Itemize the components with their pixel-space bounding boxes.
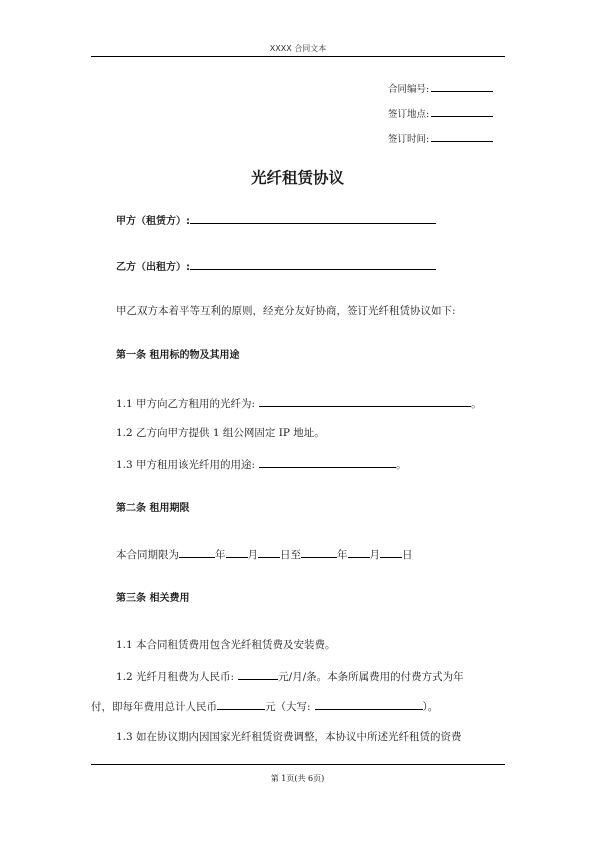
- annual-fee-text: 付，即每年费用总计人民币: [91, 701, 217, 713]
- sign-place-label: 签订地点:: [388, 109, 430, 120]
- party-b-label: 乙方（出租方）:: [116, 262, 190, 273]
- contract-number-field: [388, 82, 493, 96]
- article-1-item-1-3: [116, 456, 407, 472]
- start-day-blank: [258, 546, 280, 558]
- annual-fee-blank: [217, 698, 265, 710]
- usage-blank: [259, 456, 396, 468]
- month-label: 月: [247, 549, 258, 561]
- annual-fee-words-blank: [315, 698, 423, 710]
- annual-fee-end: ）。: [422, 701, 439, 713]
- article-3-heading: 第三条 相关费用: [116, 593, 190, 604]
- year-label: 年: [215, 549, 226, 561]
- lease-period-line: [116, 546, 413, 562]
- header-rule: [91, 56, 505, 57]
- monthly-fee-terms: 元/月/条。本条所属费用的付费方式为年: [278, 671, 464, 683]
- end-year-blank: [301, 546, 337, 558]
- article-2-heading: 第二条 租用期限: [116, 503, 190, 514]
- start-month-blank: [226, 546, 248, 558]
- sign-time-blank: [431, 132, 493, 142]
- article-1-item-1-1-text: 1.1 甲方向乙方租用的光纤为:: [116, 398, 256, 410]
- article-1-heading: 第一条 租用标的物及其用途: [116, 350, 240, 361]
- contract-number-blank: [431, 82, 493, 92]
- article-1-item-1-1-end: 。: [471, 398, 482, 410]
- article-1-item-1-3-text: 1.3 甲方租用该光纤用的用途:: [116, 459, 256, 471]
- sign-place-blank: [431, 107, 493, 117]
- month-label: 月: [369, 549, 380, 561]
- sign-time-label: 签订时间:: [388, 134, 430, 145]
- end-month-blank: [348, 546, 370, 558]
- start-year-blank: [179, 546, 215, 558]
- article-3-item-1-3: 1.3 如在协议期内因国家光纤租赁资费调整，本协议中所述光纤租赁的资费: [116, 731, 462, 743]
- party-a-blank: [190, 212, 436, 224]
- page-number: 第 1页(共 6页): [270, 774, 325, 783]
- article-1-item-1-3-end: 。: [396, 459, 407, 471]
- intro-paragraph: 甲乙双方本着平等互利的原则，经充分友好协商，签订光纤租赁协议如下:: [116, 305, 456, 317]
- monthly-fee-text: 1.2 光纤月租费为人民币:: [116, 671, 235, 683]
- day-to-label: 日至: [280, 549, 301, 561]
- page-title: 光纤租赁协议: [250, 169, 344, 187]
- party-b-blank: [190, 258, 436, 270]
- end-day-blank: [380, 546, 402, 558]
- party-a-line: [116, 212, 436, 229]
- article-1-item-1-2: 1.2 乙方向甲方提供 1 组公网固定 IP 地址。: [116, 427, 325, 439]
- monthly-fee-blank: [238, 668, 278, 680]
- fiber-spec-blank: [259, 395, 471, 407]
- article-3-item-1-2: [116, 668, 464, 684]
- article-3-item-1-2-cont: [91, 698, 438, 714]
- sign-time-field: [388, 132, 493, 146]
- article-3-item-1-1: 1.1 本合同租赁费用包含光纤租赁费及安装费。: [116, 639, 336, 651]
- sign-place-field: [388, 107, 493, 121]
- lease-period-text: 本合同期限为: [116, 549, 179, 561]
- annual-fee-words-label: 元（大写:: [265, 701, 311, 713]
- footer-rule: [91, 764, 505, 765]
- contract-number-label: 合同编号:: [388, 84, 430, 95]
- day-label: 日: [402, 549, 413, 561]
- article-1-item-1-1: [116, 395, 482, 411]
- party-b-line: [116, 258, 436, 275]
- running-header: XXXX 合同文本: [269, 44, 327, 53]
- year-label: 年: [337, 549, 348, 561]
- party-a-label: 甲方（租赁方）:: [116, 216, 190, 227]
